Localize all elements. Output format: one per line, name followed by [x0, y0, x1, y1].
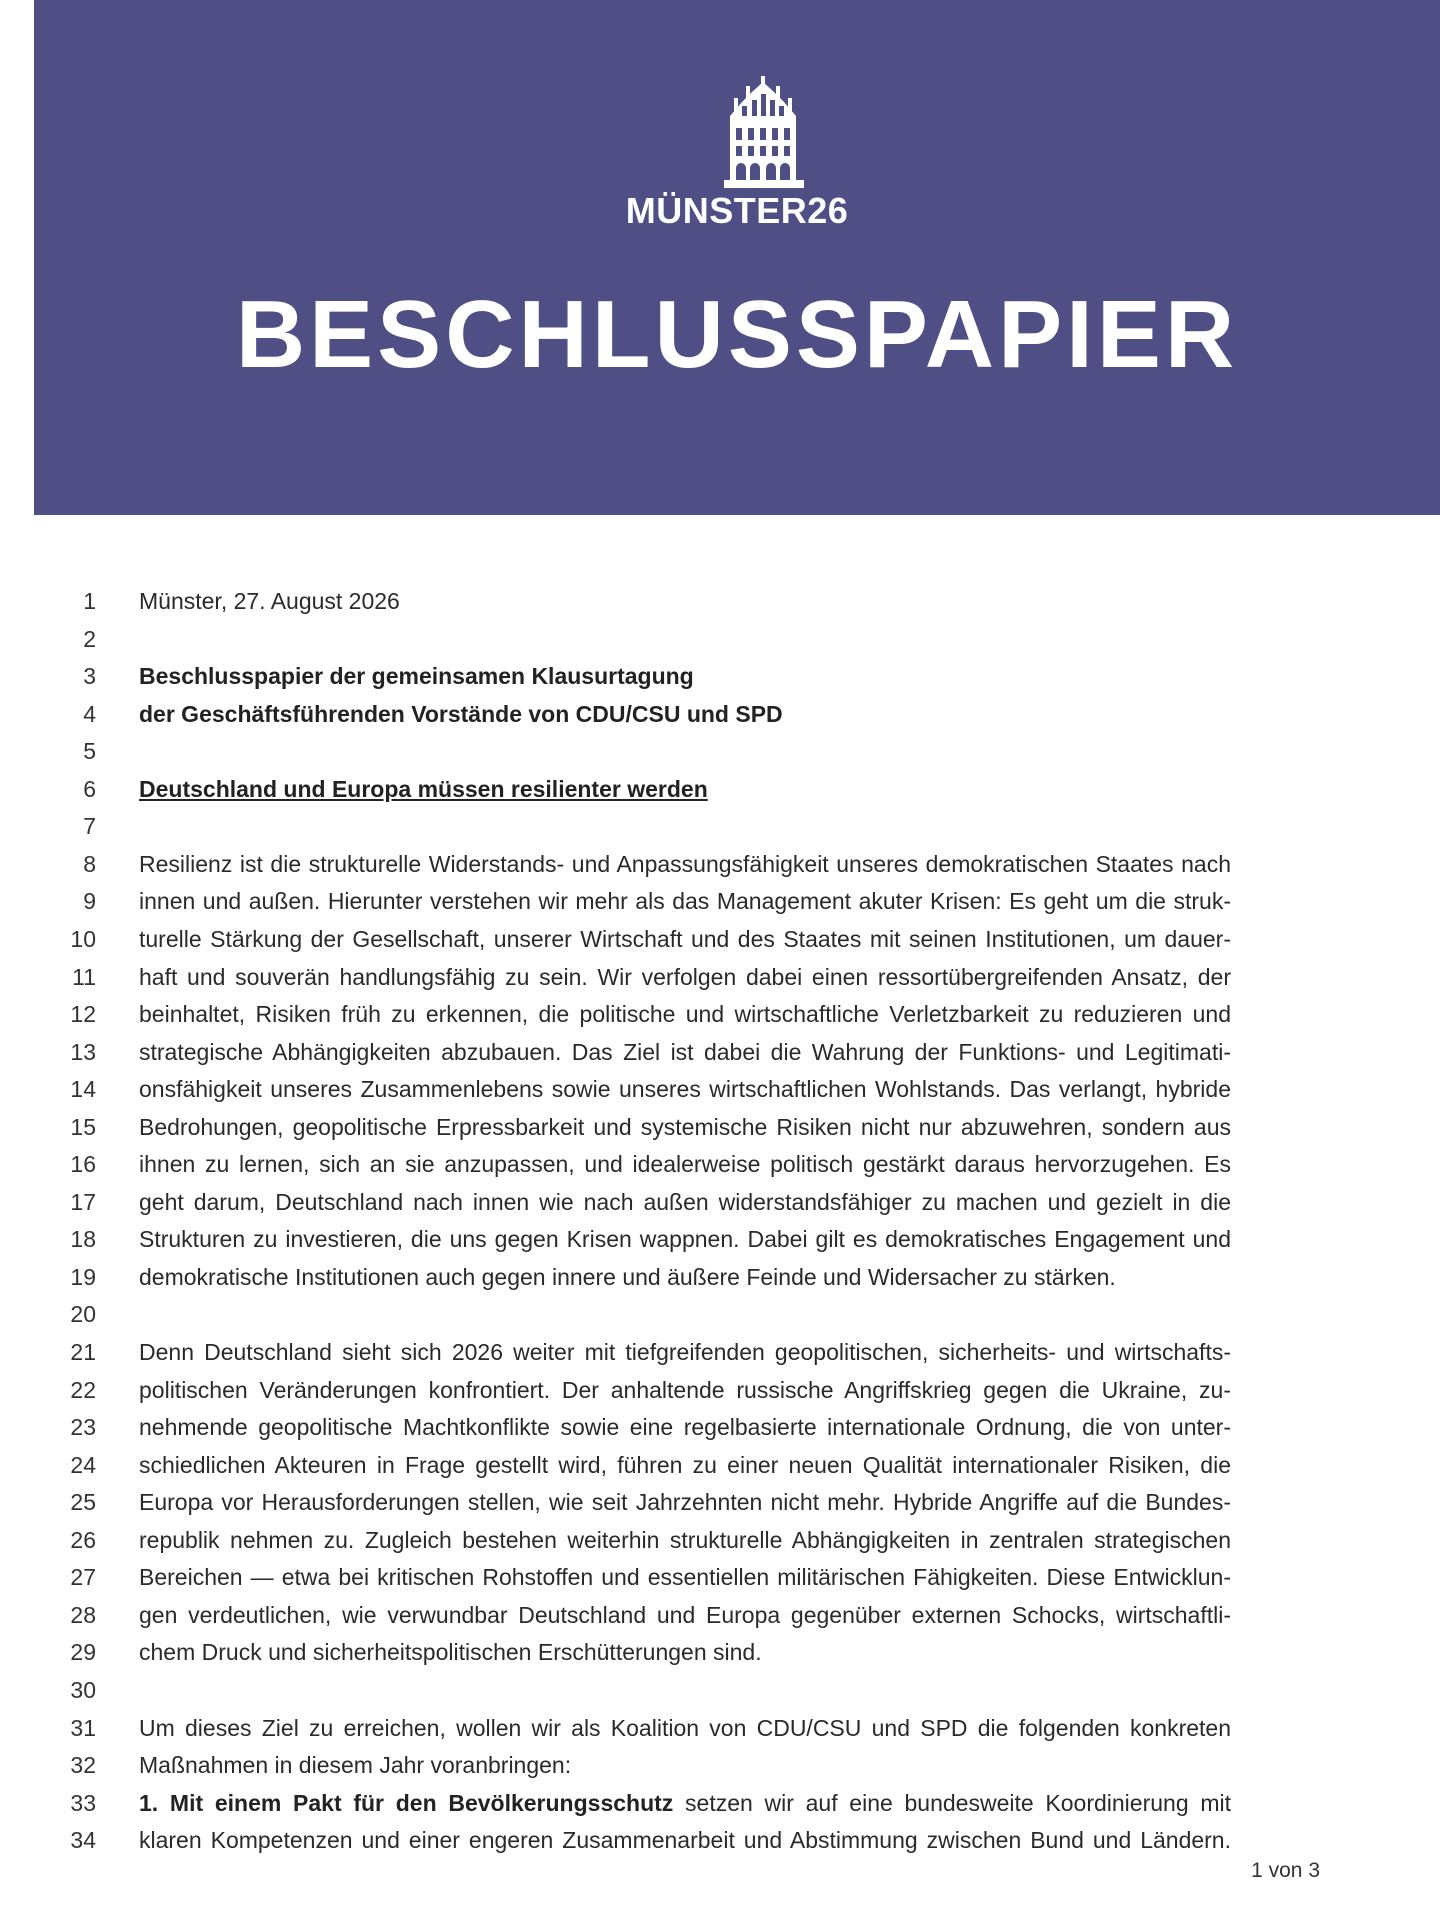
- line-text: republik nehmen zu. Zugleich bestehen weiterhin strukturelle Abhängigkeiten in zentralen strategischen: [139, 1526, 1231, 1553]
- text-line: [0, 883, 1440, 920]
- text-line: [0, 696, 1440, 733]
- line-text: Resilienz ist die strukturelle Widerstands- und Anpassungsfähigkeit unseres demokratischen Staates nach: [139, 850, 1231, 877]
- line-number: 34: [70, 1827, 96, 1854]
- text-line: [0, 733, 1440, 770]
- text-line: [0, 959, 1440, 996]
- text-line: [0, 1296, 1440, 1333]
- line-number: 12: [70, 1001, 96, 1028]
- line-text: demokratische Institutionen auch gegen innere und äußere Feinde und Widersacher zu stärken.: [139, 1263, 1116, 1290]
- line-text: Strukturen zu investieren, die uns gegen Krisen wappnen. Dabei gilt es demokratisches Engagement und: [139, 1226, 1231, 1253]
- line-text: strategische Abhängigkeiten abzubauen. Das Ziel ist dabei die Wahrung der Funktions- und Legitimati-: [139, 1038, 1231, 1065]
- text-line: [0, 771, 1440, 808]
- line-text: onsfähigkeit unseres Zusammenlebens sowie unseres wirtschaftlichen Wohlstands. Das verlangt, hybride: [139, 1076, 1231, 1103]
- line-text: Beschlusspapier der gemeinsamen Klausurtagung: [139, 663, 694, 690]
- line-text: Münster, 27. August 2026: [139, 588, 400, 614]
- line-text: turelle Stärkung der Gesellschaft, unserer Wirtschaft und des Staates mit seinen Institutionen, um dauer-: [139, 925, 1231, 952]
- text-line: [0, 921, 1440, 958]
- measure-heading: 1. Mit einem Pakt für den Bevölkerungsschutz: [139, 1789, 674, 1816]
- line-number: 19: [70, 1263, 96, 1290]
- text-line: [0, 1634, 1440, 1671]
- line-number: 1: [83, 588, 96, 614]
- line-text: [139, 1785, 1231, 1822]
- text-line: [0, 1710, 1440, 1747]
- line-text: nehmende geopolitische Machtkonflikte sowie eine regelbasierte internationale Ordnung, die von unter-: [139, 1414, 1231, 1441]
- line-text: Bedrohungen, geopolitische Erpressbarkeit und systemische Risiken nicht nur abzuwehren, sondern aus: [139, 1113, 1231, 1140]
- line-number: 18: [70, 1226, 96, 1253]
- text-line: [0, 1034, 1440, 1071]
- line-number: 30: [70, 1676, 96, 1703]
- text-line: [0, 1484, 1440, 1521]
- text-line: [0, 1109, 1440, 1146]
- line-text: haft und souverän handlungsfähig zu sein. Wir verfolgen dabei einen ressortübergreifenden Ansatz, der: [139, 963, 1231, 990]
- page-number: 1 von 3: [1251, 1859, 1320, 1882]
- line-number: 2: [83, 625, 96, 652]
- text-line: [0, 1747, 1440, 1784]
- line-text: ihnen zu lernen, sich an sie anzupassen, und idealerweise politisch gestärkt daraus hervorzugehen. Es: [139, 1151, 1231, 1178]
- text-line: [0, 1822, 1440, 1859]
- line-number: 26: [70, 1526, 96, 1553]
- line-text: politischen Veränderungen konfrontiert. Der anhaltende russische Angriffskrieg gegen die Ukraine, zu-: [139, 1376, 1231, 1403]
- line-number: 33: [70, 1789, 96, 1816]
- text-line: [0, 1146, 1440, 1183]
- text-line: [0, 846, 1440, 883]
- line-number: 17: [70, 1188, 96, 1215]
- text-line: [0, 1071, 1440, 1108]
- line-number: 32: [70, 1752, 96, 1779]
- line-number: 6: [83, 775, 96, 802]
- brand-name: MÜNSTER26: [625, 190, 849, 231]
- line-text: Bereichen — etwa bei kritischen Rohstoffen und essentiellen militärischen Fähigkeiten. Diese Entwicklun-: [139, 1564, 1231, 1591]
- line-number: 11: [72, 963, 96, 990]
- text-line: [0, 1522, 1440, 1559]
- text-line: [0, 1559, 1440, 1596]
- line-text: schiedlichen Akteuren in Frage gestellt wird, führen zu einer neuen Qualität internationaler Risiken, die: [139, 1451, 1231, 1478]
- text-line: [0, 583, 1440, 620]
- text-line: [0, 1672, 1440, 1709]
- line-text: Denn Deutschland sieht sich 2026 weiter mit tiefgreifenden geopolitischen, sicherheits- und wirtschafts-: [139, 1339, 1231, 1365]
- line-number: 13: [70, 1038, 96, 1065]
- text-line: [0, 996, 1440, 1033]
- line-text: der Geschäftsführenden Vorstände von CDU/CSU und SPD: [139, 700, 783, 727]
- line-number: 16: [70, 1151, 96, 1178]
- line-text: gen verdeutlichen, wie verwundbar Deutschland und Europa gegenüber externen Schocks, wirtschaftli-: [139, 1601, 1231, 1628]
- line-number: 5: [83, 738, 96, 765]
- line-number: 3: [83, 663, 96, 690]
- header-banner: [34, 0, 1440, 515]
- town-hall-icon: [722, 76, 804, 188]
- line-text: chem Druck und sicherheitspolitischen Erschütterungen sind.: [139, 1639, 762, 1666]
- line-number: 20: [70, 1301, 96, 1328]
- line-number: 15: [70, 1113, 96, 1140]
- text-line: [0, 1372, 1440, 1409]
- text-line: [0, 1184, 1440, 1221]
- text-line: [0, 808, 1440, 845]
- line-number: 23: [70, 1414, 96, 1441]
- line-number: 14: [70, 1076, 96, 1103]
- line-number: 27: [70, 1564, 96, 1591]
- text-line: [0, 1409, 1440, 1446]
- line-number: 7: [83, 813, 96, 840]
- line-number: 4: [83, 700, 96, 727]
- line-number: 28: [70, 1601, 96, 1628]
- line-number: 8: [83, 850, 96, 877]
- text-line: [0, 1597, 1440, 1634]
- text-line: [0, 1785, 1440, 1822]
- line-number: 31: [70, 1714, 96, 1741]
- line-text: innen und außen. Hierunter verstehen wir mehr als das Management akuter Krisen: Es geht um die struk-: [139, 888, 1231, 915]
- line-number: 10: [70, 925, 96, 952]
- text-line: [0, 1221, 1440, 1258]
- text-line: [0, 1447, 1440, 1484]
- line-text: Europa vor Herausforderungen stellen, wie seit Jahrzehnten nicht mehr. Hybride Angriffe auf die Bundes-: [139, 1489, 1231, 1516]
- text-line: [0, 621, 1440, 658]
- text-line: [0, 658, 1440, 695]
- line-text: Um dieses Ziel zu erreichen, wollen wir als Koalition von CDU/CSU und SPD die folgenden konkreten: [139, 1714, 1231, 1741]
- line-text: Maßnahmen in diesem Jahr voranbringen:: [139, 1752, 572, 1779]
- line-number: 21: [70, 1339, 96, 1365]
- line-number: 22: [70, 1376, 96, 1403]
- line-number: 24: [70, 1451, 96, 1478]
- line-text: Deutschland und Europa müssen resilienter werden: [139, 775, 708, 802]
- line-number: 25: [70, 1489, 96, 1516]
- line-number: 9: [83, 888, 96, 915]
- measure-text: setzen wir auf eine bundesweite Koordinierung mit: [673, 1789, 1231, 1816]
- line-text: geht darum, Deutschland nach innen wie nach außen widerstandsfähiger zu machen und gezielt in die: [139, 1188, 1231, 1215]
- line-number: 29: [70, 1639, 96, 1666]
- line-text: beinhaltet, Risiken früh zu erkennen, die politische und wirtschaftliche Verletzbarkeit zu reduzieren und: [139, 1001, 1231, 1028]
- text-line: [0, 1259, 1440, 1296]
- document-title: BESCHLUSSPAPIER: [235, 281, 1239, 388]
- text-line: [0, 1334, 1440, 1371]
- line-text: klaren Kompetenzen und einer engeren Zusammenarbeit und Abstimmung zwischen Bund und Ländern.: [139, 1827, 1231, 1854]
